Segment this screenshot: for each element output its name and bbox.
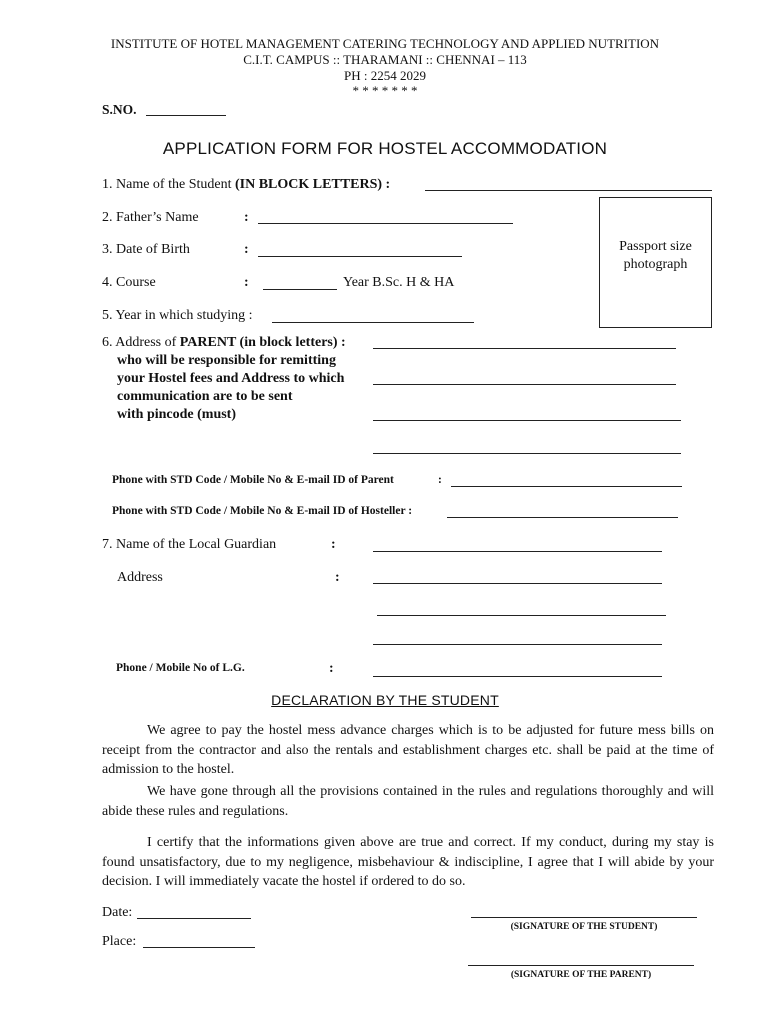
parent-address-field-2[interactable] bbox=[373, 384, 676, 385]
declaration-para-2: We have gone through all the provisions contained in the rules and regulations thoroughly and will abide these rules and regulations. bbox=[102, 784, 714, 819]
dob-colon: : bbox=[244, 242, 249, 257]
parent-address-line3: your Hostel fees and Address to which bbox=[117, 371, 345, 386]
declaration-heading: DECLARATION BY THE STUDENT bbox=[271, 692, 499, 708]
date-field[interactable] bbox=[137, 918, 251, 919]
student-signature-line[interactable] bbox=[471, 917, 697, 918]
local-guardian-label: 7. Name of the Local Guardian bbox=[102, 537, 277, 552]
sno-field[interactable] bbox=[146, 115, 226, 116]
father-name-field[interactable] bbox=[258, 223, 513, 224]
year-studying-field[interactable] bbox=[272, 322, 474, 323]
place-label: Place: bbox=[102, 934, 137, 949]
passport-photo-box bbox=[599, 197, 712, 328]
parent-signature-label: (SIGNATURE OF THE PARENT) bbox=[510, 970, 652, 980]
declaration-para-1: We agree to pay the hostel mess advance charges which is to be adjusted for future mess bills on receipt from the contractor and also the rentals and establishment charges etc. shall be paid at the time of admission to the hostel. bbox=[102, 723, 714, 777]
dob-field[interactable] bbox=[258, 256, 462, 257]
lg-address-field-1[interactable] bbox=[373, 583, 662, 584]
parent-address-line4: communication are to be sent bbox=[117, 389, 293, 404]
student-name-label: 1. Name of the Student (IN BLOCK LETTERS) : bbox=[102, 177, 391, 192]
lg-phone-label: Phone / Mobile No of L.G. bbox=[116, 662, 245, 674]
father-name-colon: : bbox=[244, 210, 249, 225]
institute-name: INSTITUTE OF HOTEL MANAGEMENT CATERING TECHNOLOGY AND APPLIED NUTRITION bbox=[110, 36, 660, 51]
father-name-label: 2. Father’s Name bbox=[102, 210, 199, 225]
phone-parent-label: Phone with STD Code / Mobile No & E-mail ID of Parent bbox=[112, 474, 394, 486]
course-suffix: Year B.Sc. H & HA bbox=[343, 275, 455, 290]
photo-box-line2: photograph bbox=[623, 257, 688, 272]
header-stars: * * * * * * * bbox=[352, 83, 418, 98]
dob-label: 3. Date of Birth bbox=[102, 242, 190, 257]
institute-phone: PH : 2254 2029 bbox=[344, 68, 426, 83]
phone-parent-colon: : bbox=[438, 474, 442, 486]
lg-address-field-3[interactable] bbox=[373, 644, 662, 645]
photo-box-line1: Passport size bbox=[619, 239, 692, 254]
phone-parent-field[interactable] bbox=[451, 486, 682, 487]
course-colon: : bbox=[244, 275, 249, 290]
lg-address-label: Address bbox=[117, 570, 163, 585]
lg-phone-colon: : bbox=[329, 661, 334, 676]
parent-address-field-4[interactable] bbox=[373, 453, 681, 454]
sno-label: S.NO. bbox=[102, 102, 137, 117]
parent-address-line2: who will be responsible for remitting bbox=[117, 353, 336, 368]
parent-address-label: 6. Address of PARENT (in block letters) : bbox=[102, 335, 346, 350]
phone-hosteller-label: Phone with STD Code / Mobile No & E-mail ID of Hosteller : bbox=[112, 505, 413, 517]
parent-signature-line[interactable] bbox=[468, 965, 694, 966]
course-field[interactable] bbox=[263, 289, 337, 290]
place-field[interactable] bbox=[143, 947, 255, 948]
form-title: APPLICATION FORM FOR HOSTEL ACCOMMODATION bbox=[162, 139, 608, 158]
parent-address-field-1[interactable] bbox=[373, 348, 676, 349]
parent-address-line5: with pincode (must) bbox=[117, 407, 237, 422]
course-label: 4. Course bbox=[102, 275, 156, 290]
date-label: Date: bbox=[102, 905, 133, 920]
local-guardian-field[interactable] bbox=[373, 551, 662, 552]
student-signature-label: (SIGNATURE OF THE STUDENT) bbox=[510, 922, 658, 932]
phone-hosteller-field[interactable] bbox=[447, 517, 678, 518]
parent-address-field-3[interactable] bbox=[373, 420, 681, 421]
declaration-para-3: I certify that the informations given above are true and correct. If my conduct, during my stay is found unsatisfactory, due to my negligence, misbehaviour & indiscipline, I agree that I will abide by your decision. I will immediately vacate the hostel if ordered to do so. bbox=[102, 835, 714, 889]
local-guardian-colon: : bbox=[331, 537, 336, 552]
year-studying-label: 5. Year in which studying : bbox=[102, 308, 253, 323]
institute-address: C.I.T. CAMPUS :: THARAMANI :: CHENNAI – 113 bbox=[243, 52, 527, 67]
lg-address-colon: : bbox=[335, 570, 340, 585]
lg-phone-field[interactable] bbox=[373, 676, 662, 677]
lg-address-field-2[interactable] bbox=[377, 615, 666, 616]
student-name-field[interactable] bbox=[425, 190, 712, 191]
